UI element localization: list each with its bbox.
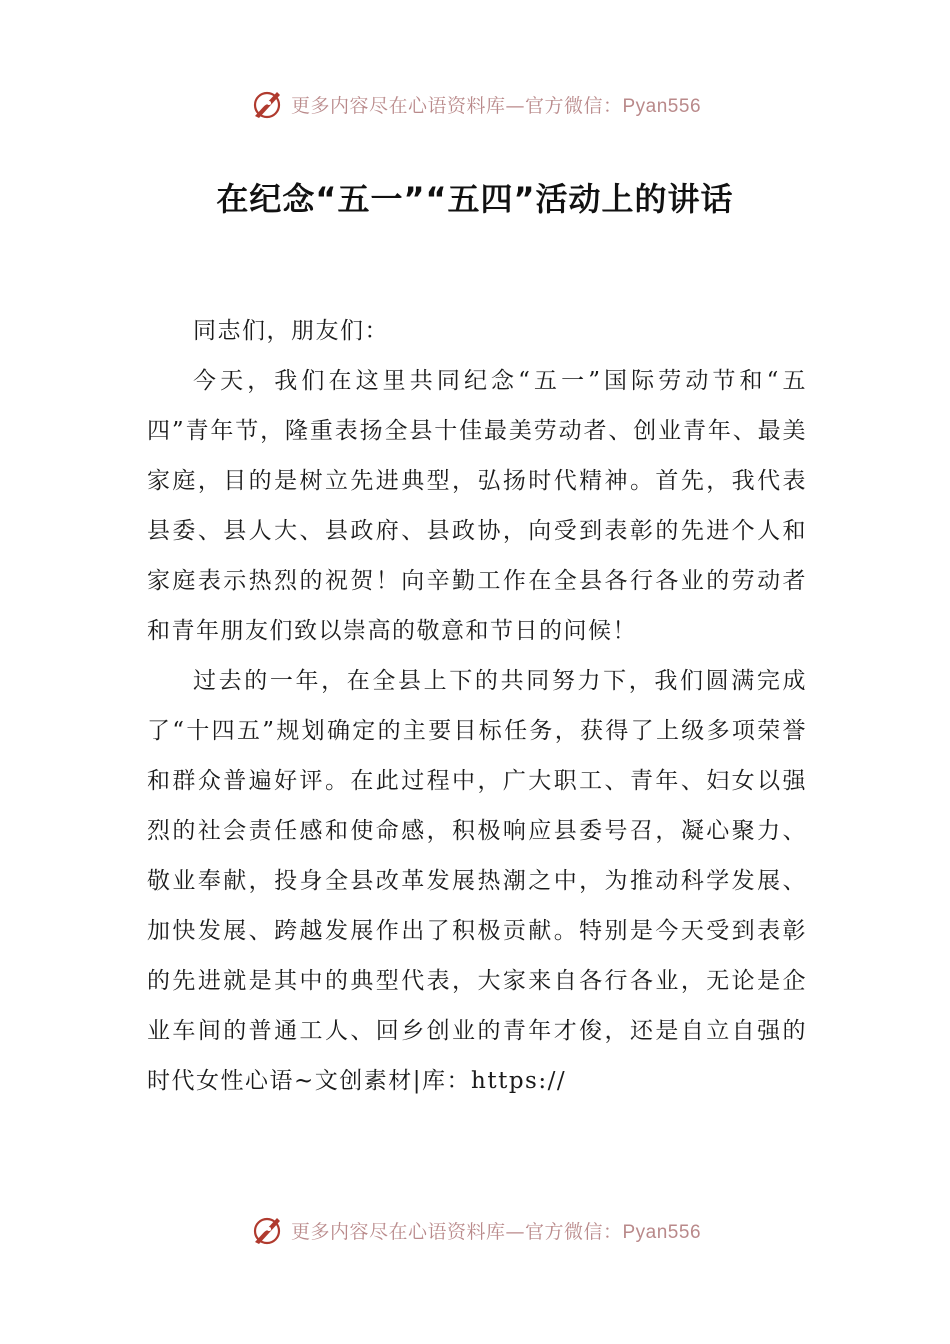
paragraph: 过去的一年，在全县上下的共同努力下，我们圆满完成了“十四五”规划确定的主要目标任务，获得了上级多项荣誉和群众普遍好评。在此过程中，广大职工、青年、妇女以强烈的社会责任感和使命感，积极响应县委号召，凝心聚力、敬业奉献，投身全县改革发展热潮之中，为推动科学发展、加快发展、跨越发展作出了积极贡献。特别是今天受到表彰的先进就是其中的典型代表，大家来自各行各业，无论是企业车间的普通工人、回乡创业的青年才俊，还是自立自强的时代女性心语~文创素材|库：https:// (147, 668, 807, 1094)
watermark-handle: Pyan556 (622, 1221, 702, 1243)
watermark-official-label: 官方微信： (524, 1220, 623, 1243)
watermark-text (291, 91, 701, 118)
watermark-separator: — (505, 1220, 525, 1243)
watermark-text (291, 1217, 701, 1244)
watermark-main-text: 更多内容尽在心语资料库 (290, 94, 506, 117)
paragraph: 今天，我们在这里共同纪念“五一”国际劳动节和“五四”青年节，隆重表扬全县十佳最美劳动者、创业青年、最美家庭，目的是树立先进典型，弘扬时代精神。首先，我代表县委、县人大、县政府、县政协，向受到表彰的先进个人和家庭表示热烈的祝贺！向辛勤工作在全县各行各业的劳动者和青年朋友们致以崇高的敬意和节日的问候！ (147, 368, 807, 644)
watermark-handle: Pyan556 (622, 95, 702, 117)
watermark-main-text: 更多内容尽在心语资料库 (290, 1220, 506, 1243)
pen-nib-circle-icon (249, 86, 285, 122)
pen-nib-circle-icon (249, 1212, 285, 1248)
watermark-banner-bottom (0, 1210, 950, 1250)
watermark-banner-top (0, 84, 950, 124)
document-body (147, 306, 807, 1106)
watermark-separator: — (505, 94, 525, 117)
watermark-official-label: 官方微信： (524, 94, 623, 117)
document-title: 在纪念“五一”“五四”活动上的讲话 (216, 180, 734, 218)
paragraph-salutation: 同志们，朋友们： (193, 318, 389, 344)
